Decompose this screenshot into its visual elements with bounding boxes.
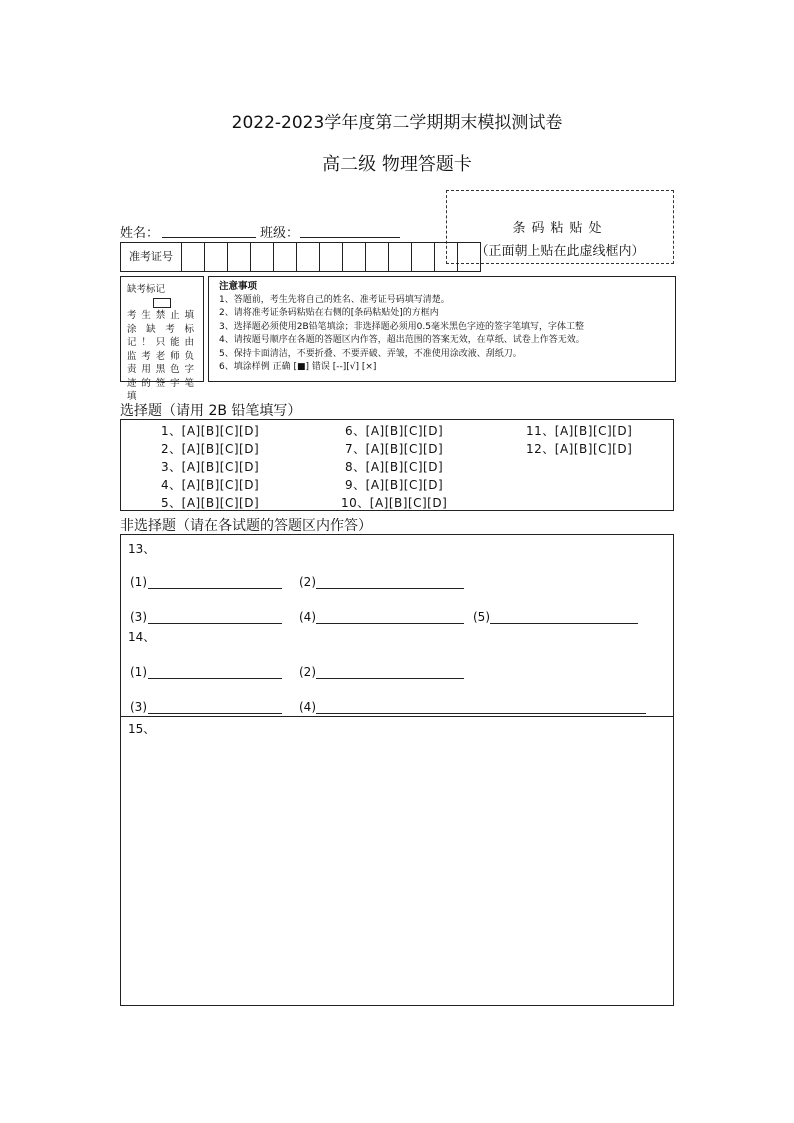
class-field[interactable]: [300, 237, 400, 238]
q13-blank-5[interactable]: [490, 623, 638, 624]
q13-blank-4[interactable]: [316, 623, 464, 624]
choice-question-7[interactable]: 7、[A][B][C][D]: [345, 442, 444, 456]
notice-item: 6、填涂样例 正确 [■] 错误 [--][√] [×]: [219, 362, 377, 372]
choice-question-5[interactable]: 5、[A][B][C][D]: [161, 496, 260, 510]
absent-mark-title: 缺考标记: [127, 284, 166, 295]
multiple-choice-title: 选择题（请用 2B 铅笔填写）: [120, 403, 302, 419]
choice-question-2[interactable]: 2、[A][B][C][D]: [161, 442, 260, 456]
question-13-label: 13、: [128, 542, 156, 556]
q13-blank-1-label: (1): [130, 575, 147, 589]
name-field[interactable]: [162, 237, 256, 238]
q14-blank-4-label: (4): [299, 700, 316, 714]
exam-title: 2022-2023学年度第二学期期末模拟测试卷: [231, 113, 563, 133]
exam-id-cell[interactable]: [274, 243, 297, 271]
non-choice-title: 非选择题（请在各试题的答题区内作答）: [120, 518, 372, 534]
q13-blank-2-label: (2): [299, 575, 316, 589]
q14-blank-3-label: (3): [130, 700, 147, 714]
exam-id-cell[interactable]: [228, 243, 251, 271]
exam-id-cell[interactable]: [251, 243, 274, 271]
q14-blank-2-label: (2): [299, 665, 316, 679]
exam-id-cell[interactable]: [435, 243, 458, 271]
choice-question-6[interactable]: 6、[A][B][C][D]: [345, 424, 444, 438]
q13-blank-1[interactable]: [148, 588, 282, 589]
exam-id-row: [120, 242, 481, 272]
exam-id-cell[interactable]: [412, 243, 435, 271]
name-label: 姓名：: [120, 226, 160, 241]
q14-blank-3[interactable]: [148, 713, 282, 714]
notice-item: 2、请将准考证条码粘贴在右侧的[条码粘贴处]的方框内: [219, 308, 439, 318]
q13-blank-4-label: (4): [299, 610, 316, 624]
section-divider: [120, 716, 674, 717]
notice-box: [208, 276, 676, 382]
notice-item: 3、选择题必须使用2B铅笔填涂；非选择题必须用0.5毫米黑色字迹的签字笔填写，字体工整: [219, 321, 584, 332]
exam-id-cell[interactable]: [205, 243, 228, 271]
choice-question-4[interactable]: 4、[A][B][C][D]: [161, 478, 260, 492]
exam-id-label: 准考证号: [121, 243, 182, 271]
question-15-label: 15、: [128, 722, 156, 736]
q14-blank-1[interactable]: [148, 678, 282, 679]
exam-id-cell[interactable]: [389, 243, 412, 271]
exam-id-cell[interactable]: [297, 243, 320, 271]
exam-id-cell[interactable]: [458, 243, 480, 271]
choice-question-11[interactable]: 11、[A][B][C][D]: [526, 424, 633, 438]
absent-mark-text: 考生禁止填涂缺考标记！只能由监考老师负责用黑色字迹的签字笔填: [127, 310, 197, 402]
exam-id-cell[interactable]: [182, 243, 205, 271]
choice-question-3[interactable]: 3、[A][B][C][D]: [161, 460, 260, 474]
notice-item: 4、请按题号顺序在各题的答题区内作答，超出范围的答案无效，在草纸、试卷上作答无效。: [219, 335, 585, 345]
choice-question-12[interactable]: 12、[A][B][C][D]: [526, 442, 633, 456]
multiple-choice-area: [120, 419, 674, 511]
answer-sheet-subtitle: 高二级 物理答题卡: [322, 154, 472, 175]
absent-mark-checkbox[interactable]: [153, 298, 171, 308]
q14-blank-2[interactable]: [316, 678, 464, 679]
q13-blank-3-label: (3): [130, 610, 147, 624]
choice-question-9[interactable]: 9、[A][B][C][D]: [345, 478, 444, 492]
choice-question-10[interactable]: 10、[A][B][C][D]: [341, 496, 448, 510]
barcode-label: 条码粘贴处: [512, 221, 608, 236]
exam-id-cell[interactable]: [366, 243, 389, 271]
notice-title: 注意事项: [219, 281, 258, 292]
question-14-label: 14、: [128, 630, 156, 644]
choice-question-8[interactable]: 8、[A][B][C][D]: [345, 460, 444, 474]
exam-id-cell[interactable]: [320, 243, 343, 271]
q13-blank-2[interactable]: [316, 588, 464, 589]
notice-item: 5、保持卡面清洁，不要折叠、不要弄破、弄皱，不准使用涂改液、刮纸刀。: [219, 348, 522, 359]
q15-answer-area[interactable]: [121, 740, 673, 1005]
barcode-instruction: （正面朝上贴在此虚线框内）: [475, 244, 645, 259]
class-label: 班级：: [260, 226, 300, 241]
q13-blank-3[interactable]: [148, 623, 282, 624]
choice-question-1[interactable]: 1、[A][B][C][D]: [161, 424, 260, 438]
q13-blank-5-label: (5): [473, 610, 490, 624]
absent-mark-box: [120, 276, 204, 402]
notice-item: 1、答题前，考生先将自己的姓名、准考证号码填写清楚。: [219, 294, 450, 305]
exam-id-cell[interactable]: [343, 243, 366, 271]
q14-blank-1-label: (1): [130, 665, 147, 679]
q14-blank-4[interactable]: [316, 713, 646, 714]
